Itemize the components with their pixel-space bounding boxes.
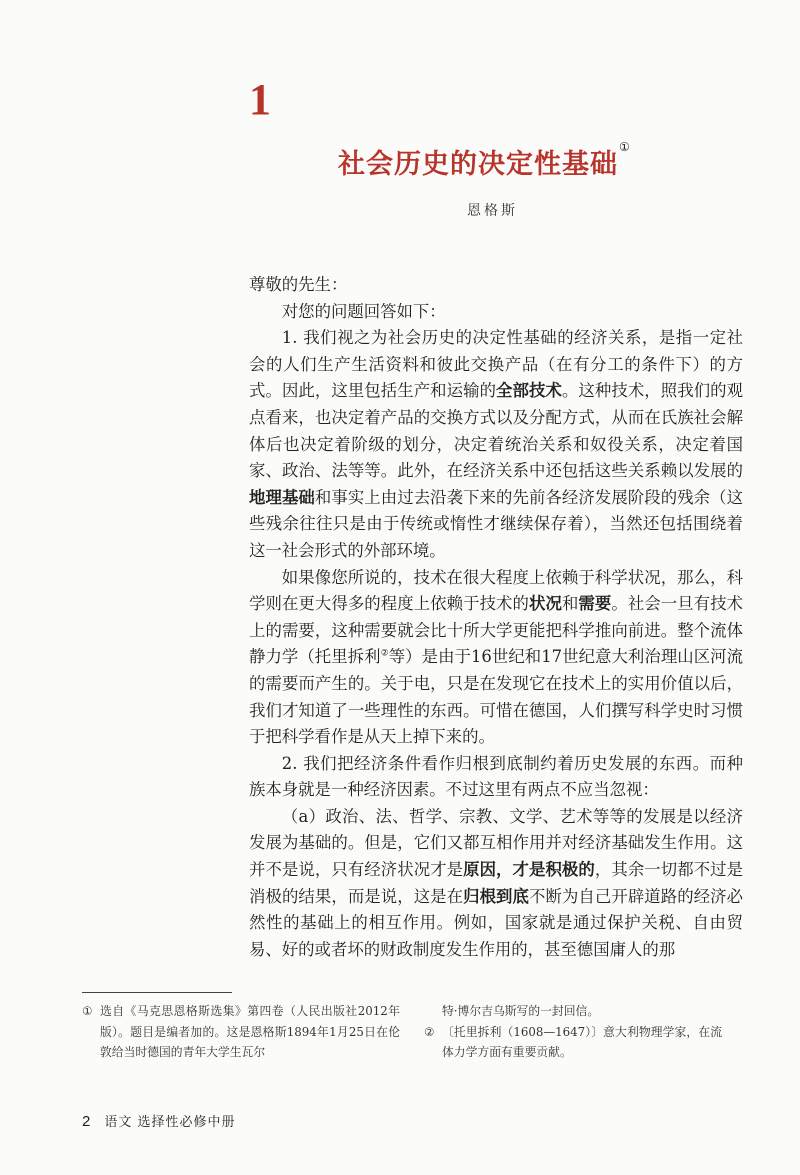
paragraph-4-text: （a）政治、法、哲学、宗教、文学、艺术等等的发展是以经济发展为基础的。但是，它们又都互相作用并对经济基础发生作用。这并不是说，只有经济状况才是 [249, 806, 743, 880]
chapter-number: 1 [249, 75, 271, 124]
paragraph-2-text: 如果像您所说的，技术在很大程度上依赖于科学状况，那么，科学则在更大得多的程度上依赖于技术的 [249, 567, 743, 614]
paragraph-1 [249, 325, 743, 564]
main-text [249, 272, 743, 963]
footnote-1-mark: ① [82, 1004, 93, 1018]
title-footnote-ref[interactable]: ① [619, 140, 631, 154]
paragraph-4-text: 不断为自己开辟道路的经济必然性的基础上的相互作用。例如，国家就是通过保护关税、自由贸易、好的或者坏的财政制度发生作用的，甚至德国庸人的那 [249, 886, 744, 959]
page-footer [82, 1111, 235, 1130]
footnote-ref-2[interactable]: ② [380, 648, 389, 659]
paragraph-1-text: 和事实上由过去沿袭下来的先前各经济发展阶段的残余（这些残余往往只是由于传统或惰性才继续保存着），当然还包括围绕着这一社会形式的外部环境。 [249, 487, 744, 560]
footnote-divider [82, 992, 232, 993]
paragraph-4 [249, 804, 743, 964]
author: 恩格斯 [467, 203, 518, 219]
footnote-1 [82, 1001, 400, 1063]
footnote-1-continuation: 特·博尔吉乌斯写的一封回信。 [442, 1004, 600, 1018]
paragraph-3: 2. 我们把经济条件看作归根到底制约着历史发展的东西。而种族本身就是一种经济因素。不过这里有两点不应当忽视： [249, 753, 743, 800]
emphasis-needs: 需要 [578, 594, 612, 614]
footnote-1-text: 选自《马克思恩格斯选集》第四卷（人民出版社2012年版）。题目是编者加的。这是恩格斯1894年1月25日在伦敦给当时德国的青年大学生瓦尔 [100, 1004, 400, 1059]
paragraph-4-text: ，其余一切都不过是消极的结果，而是说，这是在 [249, 860, 744, 906]
paragraph-2-text: 。社会一旦有技术上的需要，这种需要就会比十所大学更能把科学推向前进。整个流体静力学（托里拆利 [249, 594, 744, 667]
paragraph-2-text: 等）是由于16世纪和17世纪意大利治理山区河流的需要而产生的。关于电，只是在发现它在技术上的实用价值以后，我们才知道了一些理性的东西。可惜在德国，人们撰写科学史时习惯于把科学看作是从天上掉下来的。 [249, 647, 744, 747]
paragraph-1-text: 1. 我们视之为社会历史的决定性基础的经济关系，是指一定社会的人们生产生活资料和彼此交换产品（在有分工的条件下）的方式。因此，这里包括生产和运输的 [249, 328, 743, 401]
title-text: 社会历史的决定性基础 [338, 149, 618, 180]
paragraph-2-text: 和 [561, 594, 579, 614]
emphasis-state: 状况 [528, 594, 562, 614]
emphasis-ultimately: 归根到底 [463, 886, 529, 906]
footnote-column-left [82, 1001, 400, 1063]
footnote-2-text: 〔托里拆利（1608—1647）〕意大利物理学家，在流体力学方面有重要贡献。 [442, 1024, 722, 1059]
intro-paragraph: 对您的问题回答如下： [281, 301, 446, 321]
page-number: 2 [82, 1113, 91, 1130]
paragraph-1-text: 。这种技术，照我们的观点看来，也决定着产品的交换方式以及分配方式，从而在氏族社会解体后也决定着阶级的划分，决定着统治关系和奴役关系，决定着国家、政治、法等等。此外，在经济关系中还包括这些关系赖以发展的 [249, 381, 744, 481]
page-title [338, 142, 631, 181]
emphasis-cause: 原因，才是积极的 [463, 860, 595, 880]
emphasis-technology: 全部技术 [496, 381, 562, 401]
footnote-2 [424, 1022, 722, 1063]
salutation: 尊敬的先生： [249, 275, 348, 294]
footnote-column-right [424, 1001, 722, 1063]
emphasis-geography: 地理基础 [249, 487, 315, 507]
paragraph-2 [249, 565, 743, 751]
footnote-2-mark: ② [424, 1024, 435, 1039]
book-title: 语文 选择性必修中册 [104, 1115, 236, 1130]
